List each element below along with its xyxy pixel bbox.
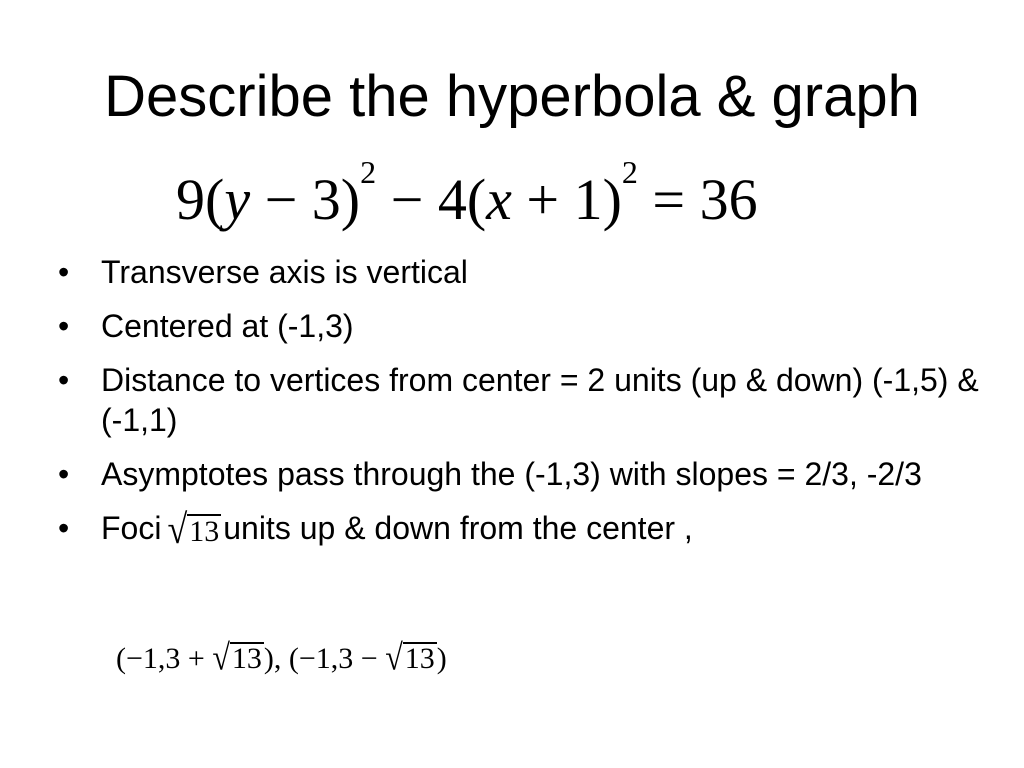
- foci-sqrt: [167, 506, 221, 552]
- radicand: 13: [189, 515, 220, 548]
- hyperbola-equation: [176, 154, 758, 240]
- eq-op2: − 4(: [376, 167, 487, 232]
- radical-sign: √: [167, 506, 188, 552]
- foci-p1-end: ),: [263, 642, 282, 675]
- radicand: 13: [231, 642, 262, 675]
- eq-var-x: x: [486, 167, 512, 232]
- eq-exp1: 2: [360, 154, 377, 190]
- bullet-text: Centered at (-1,3): [101, 308, 354, 344]
- foci-points: [116, 632, 447, 682]
- bullet-dot: •: [58, 362, 70, 398]
- eq-var-y: y: [224, 167, 251, 232]
- foci-prefix: Foci: [101, 510, 162, 546]
- bullet-text: Transverse axis is vertical: [101, 254, 468, 290]
- bullet-dot: •: [58, 510, 70, 546]
- foci-p2-end: ): [436, 642, 447, 675]
- foci-p2-sqrt: [385, 632, 437, 684]
- radical-sign: √: [385, 636, 403, 678]
- bullet-text: Distance to vertices from center = 2 units (up & down) (-1,5) & (-1,1): [101, 362, 979, 438]
- foci-p1-sqrt: [212, 632, 264, 684]
- bullet-text: Asymptotes pass through the (-1,3) with slopes = 2/3, -2/3: [101, 456, 922, 492]
- foci-p2-start: (−1,3 −: [281, 642, 386, 675]
- slide-title: Describe the hyperbola & graph: [104, 64, 920, 129]
- bullet-list: [58, 252, 988, 566]
- bullet-item: [58, 360, 988, 440]
- radicand: 13: [404, 642, 435, 675]
- eq-rhs: = 36: [637, 167, 758, 232]
- bullet-item: [58, 508, 988, 552]
- eq-coef1: 9(: [176, 167, 225, 232]
- eq-exp2: 2: [621, 154, 638, 190]
- bullet-item: [58, 252, 988, 292]
- bullet-dot: •: [58, 456, 70, 492]
- eq-op3: + 1): [511, 167, 622, 232]
- bullet-dot: •: [58, 308, 70, 344]
- foci-p1-start: (−1,3 +: [116, 642, 213, 675]
- radical-sign: √: [212, 636, 230, 678]
- foci-suffix: units up & down from the center ,: [223, 510, 693, 546]
- bullet-item: [58, 454, 988, 494]
- bullet-item: [58, 306, 988, 346]
- bullet-dot: •: [58, 254, 70, 290]
- eq-op1: − 3): [250, 167, 361, 232]
